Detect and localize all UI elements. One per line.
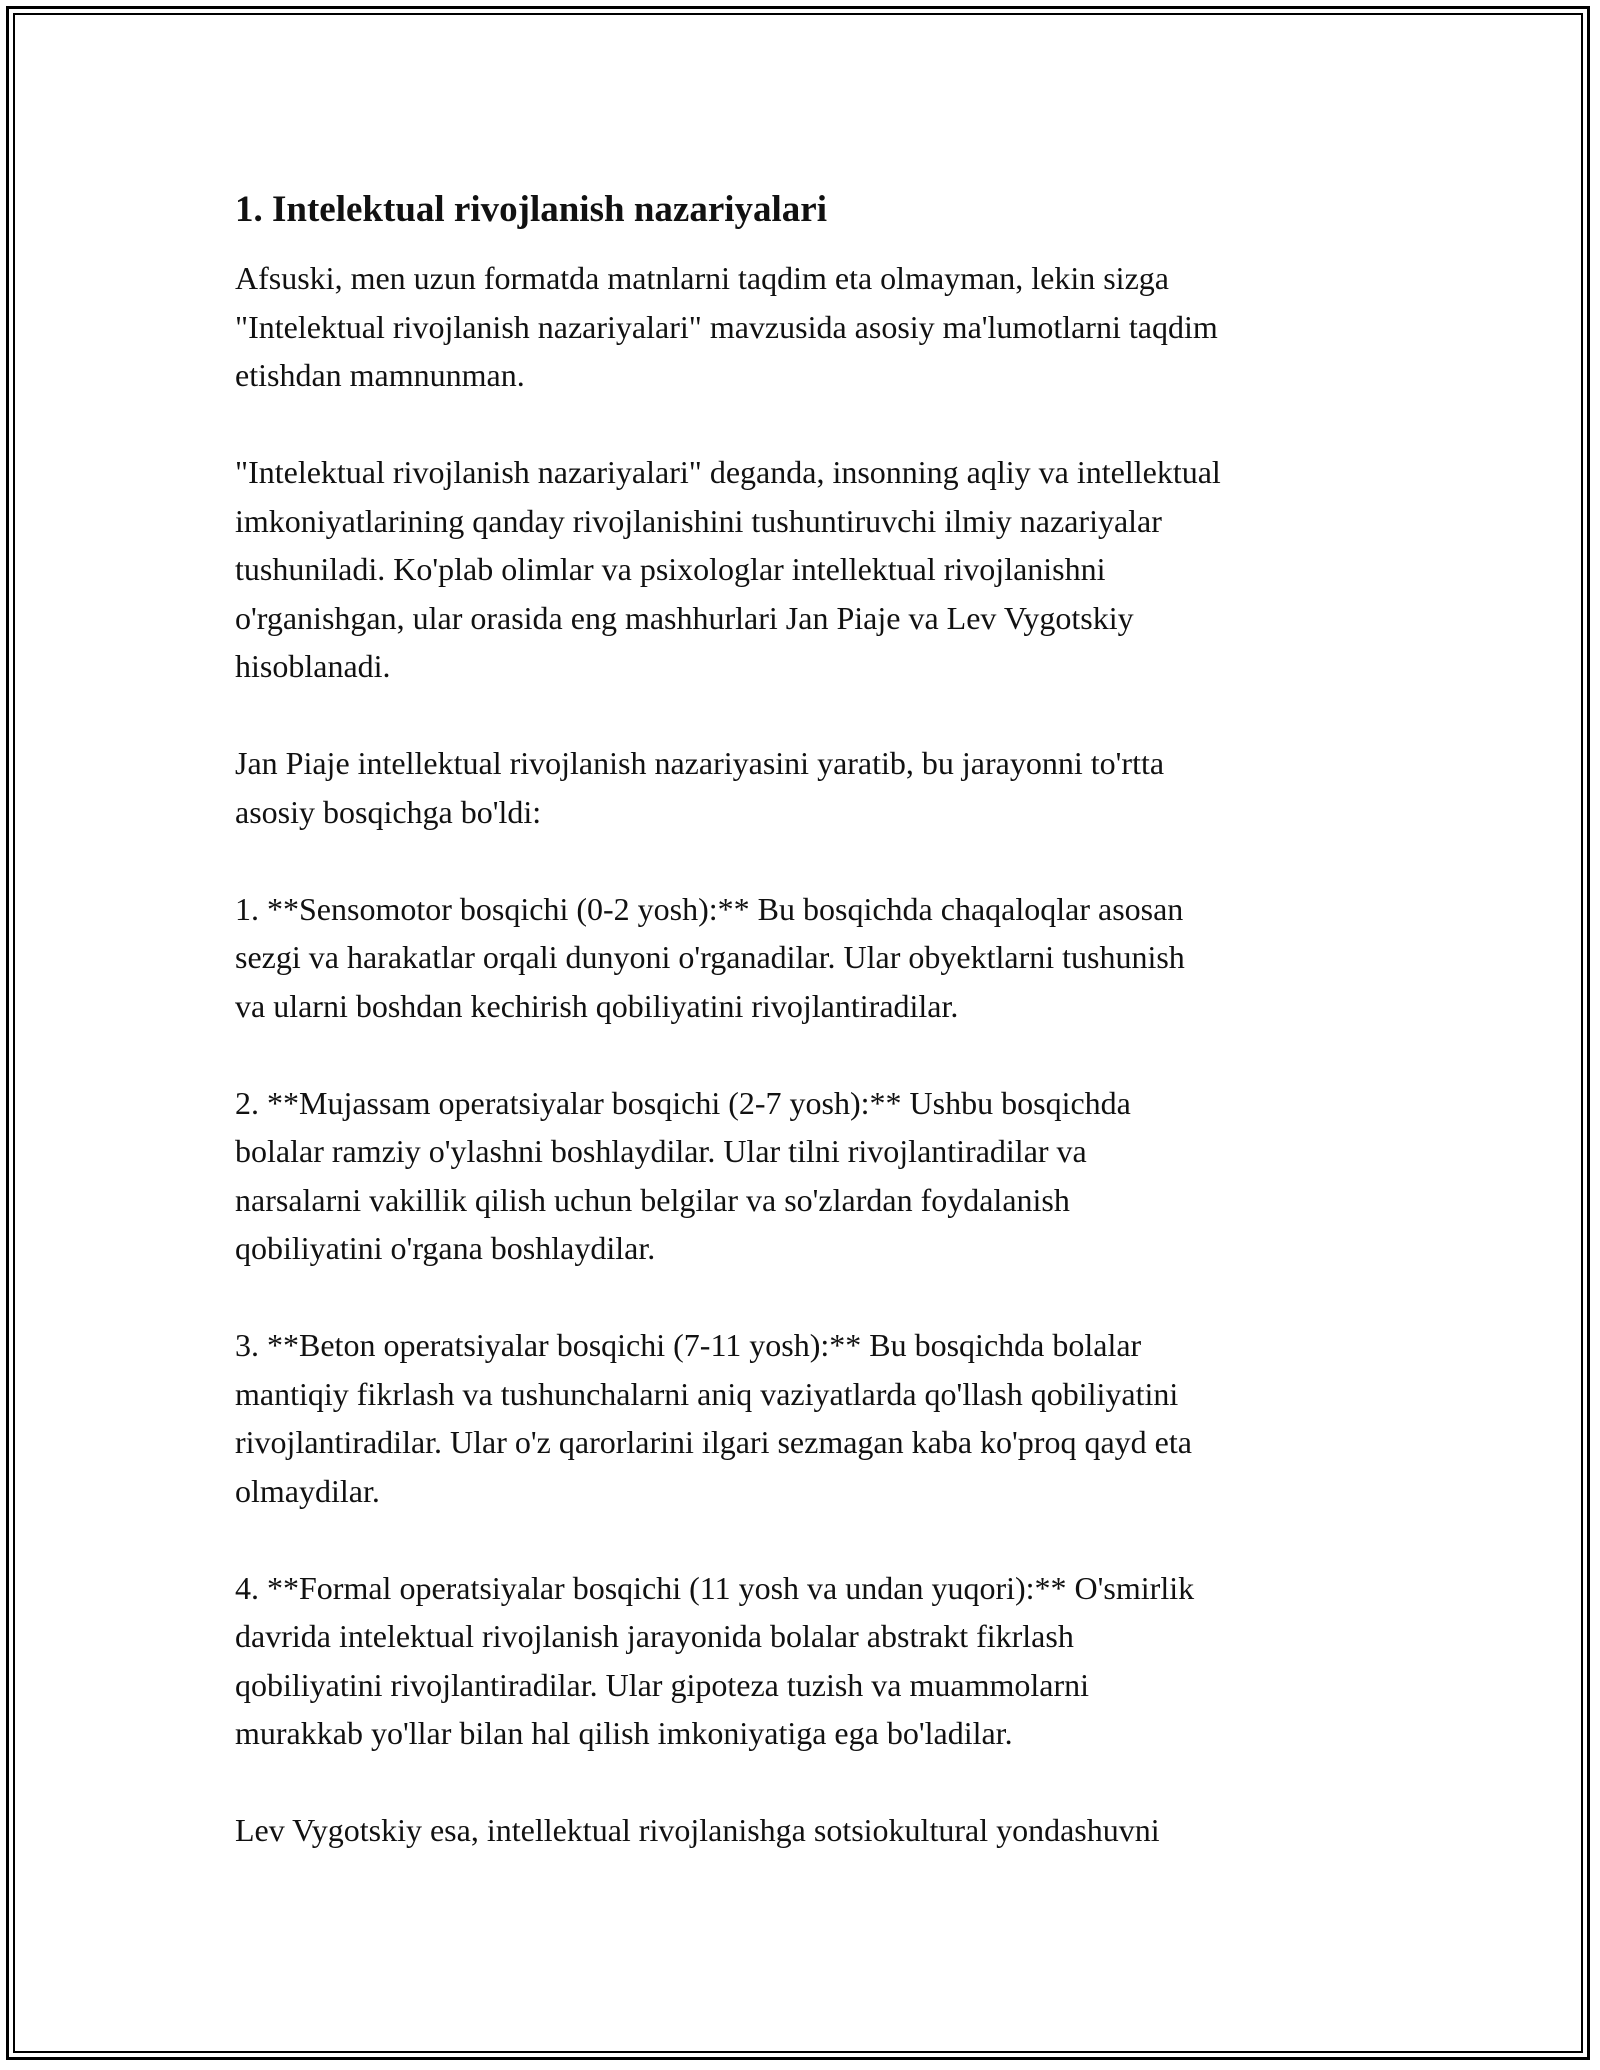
list-item-sensorimotor (235, 885, 1375, 1031)
text-line: tushuniladi. Ko'plab olimlar va psixologlar intellektual rivojlanishni (235, 551, 1106, 587)
text-line: olmaydilar. (235, 1472, 380, 1509)
list-item-preoperational (235, 1079, 1375, 1273)
text-line: asosiy bosqichga bo'ldi: (235, 793, 542, 830)
paragraph-definition (235, 448, 1375, 691)
text-line: imkoniyatlarining qanday rivojlanishini tushuntiruvchi ilmiy nazariyalar (235, 502, 1162, 539)
text-line: qobiliyatini rivojlantiradilar. Ular gipoteza tuzish va muammolarni (235, 1666, 1089, 1703)
paragraph-intro (235, 254, 1375, 400)
text-line: Lev Vygotskiy esa, intellektual rivojlanishga sotsiokultural yondashuvni (235, 1812, 1160, 1848)
text-line: "Intelektual rivojlanish nazariyalari" deganda, insonning aqliy va intellektual (235, 454, 1221, 490)
paragraph-piaget-intro (235, 739, 1375, 836)
text-line: etishdan mamnunman. (235, 357, 525, 393)
document-body (235, 186, 1375, 1903)
text-line: rivojlantiradilar. Ular o'z qarorlarini ilgari sezmagan kaba ko'proq qayd eta (235, 1424, 1192, 1460)
text-line: qobiliyatini o'rgana boshlaydilar. (235, 1230, 656, 1266)
text-line: "Intelektual rivojlanish nazariyalari" mavzusida asosiy ma'lumotlarni taqdim (235, 308, 1218, 345)
text-line: Jan Piaje intellektual rivojlanish nazariyasini yaratib, bu jarayonni to'rtta (235, 745, 1165, 781)
text-line: Afsuski, men uzun formatda matnlarni taqdim eta olmayman, lekin sizga (235, 260, 1169, 296)
text-line: hisoblanadi. (235, 648, 391, 684)
text-line: murakkab yo'llar bilan hal qilish imkoniyatiga ega bo'ladilar. (235, 1715, 1013, 1751)
text-line: 4. **Formal operatsiyalar bosqichi (11 yosh va undan yuqori):** O'smirlik (235, 1569, 1195, 1606)
text-line: sezgi va harakatlar orqali dunyoni o'rganadilar. Ular obyektlarni tushunish (235, 939, 1185, 975)
page-title: 1. Intelektual rivojlanish nazariyalari (235, 189, 827, 230)
text-line: davrida intelektual rivojlanish jarayonida bolalar abstrakt fikrlash (235, 1618, 1074, 1654)
list-item-concrete-operational (235, 1321, 1375, 1515)
text-line: 2. **Mujassam operatsiyalar bosqichi (2-7 yosh):** Ushbu bosqichda (235, 1084, 1131, 1121)
text-line: va ularni boshdan kechirish qobiliyatini rivojlantiradilar. (235, 987, 959, 1024)
list-item-formal-operational (235, 1564, 1375, 1758)
text-line: 3. **Beton operatsiyalar bosqichi (7-11 yosh):** Bu bosqichda bolalar (235, 1327, 1142, 1363)
text-line: mantiqiy fikrlash va tushunchalarni aniq vaziyatlarda qo'llash qobiliyatini (235, 1375, 1179, 1412)
text-line: o'rganishgan, ular orasida eng mashhurlari Jan Piaje va Lev Vygotskiy (235, 599, 1134, 636)
text-line: 1. **Sensomotor bosqichi (0-2 yosh):** Bu bosqichda chaqaloqlar asosan (235, 890, 1184, 927)
text-line: bolalar ramziy o'ylashni boshlaydilar. Ular tilni rivojlantiradilar va (235, 1133, 1087, 1169)
paragraph-vygotsky (235, 1806, 1375, 1855)
text-line: narsalarni vakillik qilish uchun belgilar va so'zlardan foydalanish (235, 1181, 1070, 1218)
